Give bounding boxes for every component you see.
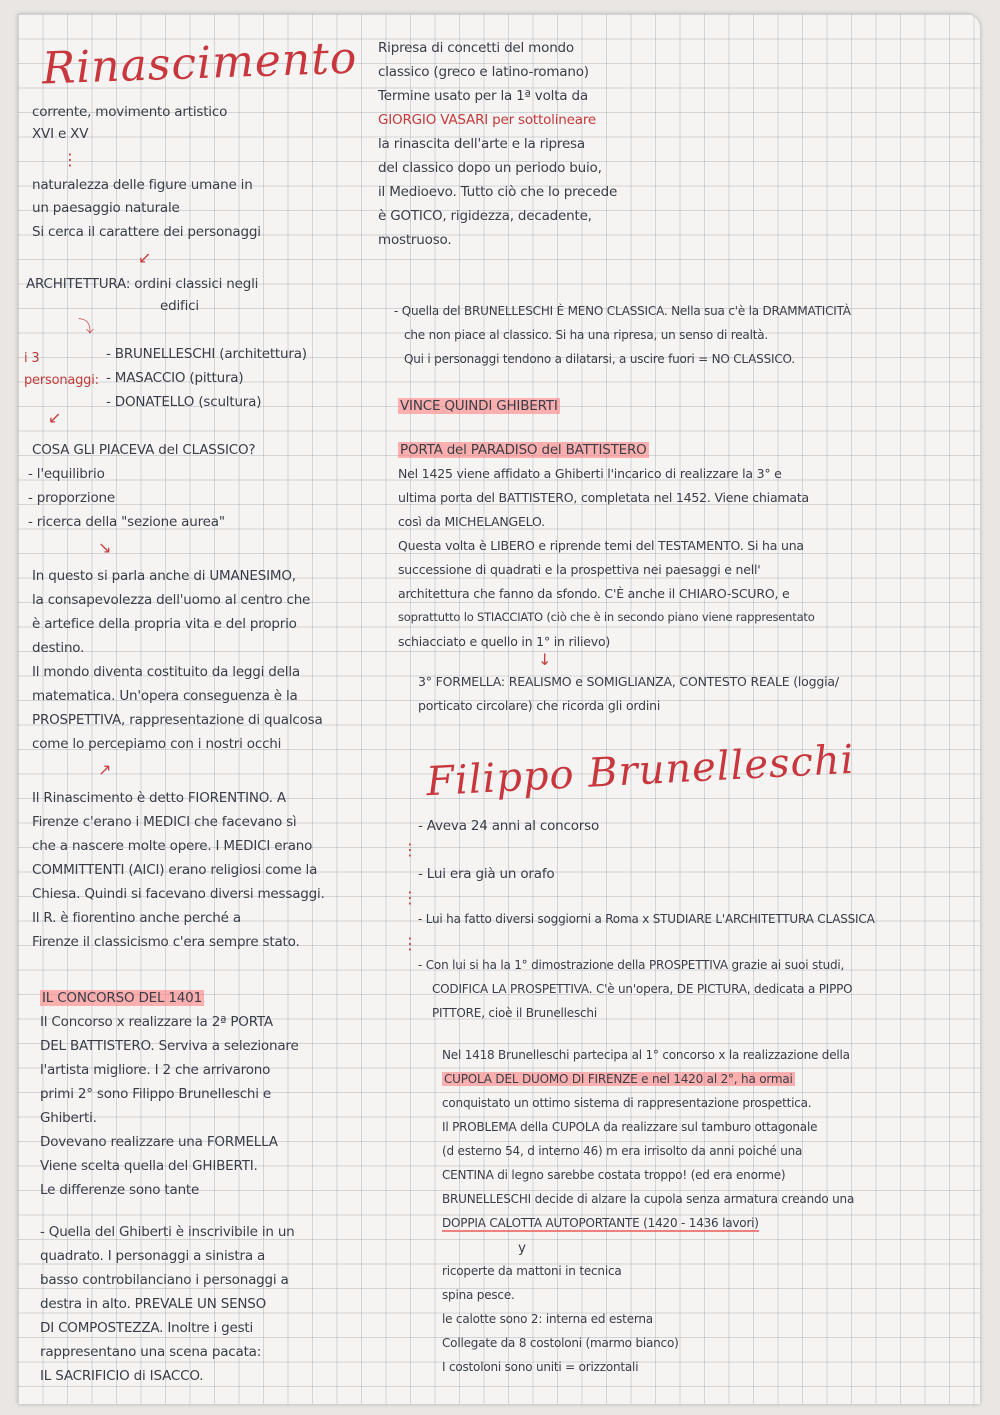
porta-line: Nel 1425 viene affidato a Ghiberti l'incarico di realizzare la 3° e bbox=[398, 466, 782, 481]
artist-donatello: - DONATELLO (scultura) bbox=[106, 394, 262, 410]
concorso-line: - Quella del Ghiberti è inscrivibile in un bbox=[40, 1224, 295, 1240]
people-label: i 3 personaggi: bbox=[24, 351, 99, 388]
cupola-line: spina pesce. bbox=[442, 1288, 515, 1302]
left-line: destino. bbox=[32, 640, 85, 656]
left-line: Il R. è fiorentino anche perché a bbox=[32, 910, 241, 926]
arrow-icon: ⋮ bbox=[402, 840, 418, 859]
left-line: Si cerca il carattere dei personaggi bbox=[32, 224, 261, 240]
doppia-calotta: DOPPIA CALOTTA AUTOPORTANTE (1420 - 1436 lavori) bbox=[442, 1216, 759, 1230]
porta-line: 3° FORMELLA: REALISMO e SOMIGLIANZA, CONTESTO REALE (loggia/ bbox=[418, 674, 839, 689]
left-line: matematica. Un'opera conseguenza è la bbox=[32, 688, 298, 704]
arrow-icon: ⤵ bbox=[78, 317, 95, 336]
notebook-page bbox=[18, 14, 980, 1404]
cupola-line: CENTINA di legno sarebbe costata troppo! (ed era enorme) bbox=[442, 1168, 786, 1182]
porta-line: ultima porta del BATTISTERO, completata nel 1452. Viene chiamata bbox=[398, 490, 809, 505]
left-line: In questo si parla anche di UMANESIMO, bbox=[32, 568, 296, 584]
left-line: ARCHITETTURA: ordini classici negli bbox=[26, 276, 259, 292]
cupola-highlight: CUPOLA DEL DUOMO DI FIRENZE e nel 1420 al 2°, ha ormai bbox=[444, 1072, 793, 1086]
left-line: COMMITTENTI (AICI) erano religiosi come la bbox=[32, 862, 318, 878]
concorso-line: rappresentano una scena pacata: bbox=[40, 1344, 262, 1360]
porta-heading: PORTA del PARADISO del BATTISTERO bbox=[400, 442, 647, 458]
concorso-line: Le differenze sono tante bbox=[40, 1182, 200, 1198]
cupola-line: I costoloni sono uniti = orizzontali bbox=[442, 1360, 639, 1374]
brunelleschi-point: - Con lui si ha la 1° dimostrazione della PROSPETTIVA grazie ai suoi studi, bbox=[418, 958, 845, 972]
concorso-line: Il Concorso x realizzare la 2ª PORTA bbox=[40, 1014, 273, 1030]
right-top-line: GIORGIO VASARI per sottolineare bbox=[378, 112, 596, 128]
brunelleschi-point: - Aveva 24 anni al concorso bbox=[418, 818, 600, 834]
brunelleschi-point: CODIFICA LA PROSPETTIVA. C'è un'opera, DE PICTURA, dedicata a PIPPO bbox=[432, 982, 853, 996]
right-mid-line: Qui i personaggi tendono a dilatarsi, a uscire fuori = NO CLASSICO. bbox=[404, 352, 795, 366]
cupola-line: conquistato un ottimo sistema di rappresentazione prospettica. bbox=[442, 1096, 812, 1110]
concorso-line: destra in alto. PREVALE UN SENSO bbox=[40, 1296, 267, 1312]
left-line: - l'equilibrio bbox=[28, 466, 105, 482]
arrow-icon: ⋮ bbox=[402, 934, 418, 953]
cupola-line: ricoperte da mattoni in tecnica bbox=[442, 1264, 622, 1278]
porta-line: schiacciato e quello in 1° in rilievo) bbox=[398, 634, 611, 649]
cupola-line: Il PROBLEMA della CUPOLA da realizzare sul tamburo ottagonale bbox=[442, 1120, 818, 1134]
left-line: che a nascere molte opere. I MEDICI erano bbox=[32, 838, 313, 854]
arrow-icon: ↙ bbox=[138, 248, 152, 267]
cupola-line: y bbox=[518, 1240, 526, 1256]
left-line: è artefice della propria vita e del proprio bbox=[32, 616, 297, 632]
brunelleschi-point: PITTORE, cioè il Brunelleschi bbox=[432, 1006, 597, 1020]
right-top-line: il Medioevo. Tutto ciò che lo precede bbox=[378, 184, 618, 200]
concorso-line: basso controbilanciano i personaggi a bbox=[40, 1272, 289, 1288]
concorso-line: Dovevano realizzare una FORMELLA bbox=[40, 1134, 278, 1150]
left-line: COSA GLI PIACEVA del CLASSICO? bbox=[32, 442, 256, 458]
right-top-line: classico (greco e latino-romano) bbox=[378, 64, 589, 80]
concorso-line: DI COMPOSTEZZA. Inoltre i gesti bbox=[40, 1320, 254, 1336]
cupola-line: Collegate da 8 costoloni (marmo bianco) bbox=[442, 1336, 679, 1350]
cupola-line: Nel 1418 Brunelleschi partecipa al 1° concorso x la realizzazione della bbox=[442, 1048, 850, 1062]
porta-line: porticato circolare) che ricorda gli ordini bbox=[418, 698, 661, 713]
right-top-line: è GOTICO, rigidezza, decadente, bbox=[378, 208, 592, 224]
right-top-line: Termine usato per la 1ª volta da bbox=[378, 88, 588, 104]
concorso-heading: IL CONCORSO DEL 1401 bbox=[42, 990, 202, 1006]
arrow-icon: ↗ bbox=[98, 760, 112, 779]
arrow-icon: ⋮ bbox=[402, 888, 418, 907]
left-line: Chiesa. Quindi si facevano diversi messaggi. bbox=[32, 886, 325, 902]
vince-ghiberti: VINCE QUINDI GHIBERTI bbox=[400, 398, 558, 414]
concorso-line: primi 2° sono Filippo Brunelleschi e bbox=[40, 1086, 272, 1102]
right-top-line: del classico dopo un periodo buio, bbox=[378, 160, 602, 176]
concorso-line: l'artista migliore. I 2 che arrivarono bbox=[40, 1062, 271, 1078]
right-top-line: mostruoso. bbox=[378, 232, 452, 248]
brunelleschi-point: - Lui ha fatto diversi soggiorni a Roma x STUDIARE L'ARCHITETTURA CLASSICA bbox=[418, 912, 875, 926]
left-line: Firenze c'erano i MEDICI che facevano sì bbox=[32, 814, 297, 830]
arrow-icon: ↘ bbox=[98, 538, 112, 557]
title-rinascimento: Rinascimento bbox=[41, 32, 359, 95]
left-line: - ricerca della "sezione aurea" bbox=[28, 514, 225, 530]
cupola-line: le calotte sono 2: interna ed esterna bbox=[442, 1312, 653, 1326]
concorso-line: quadrato. I personaggi a sinistra a bbox=[40, 1248, 266, 1264]
concorso-line: Ghiberti. bbox=[40, 1110, 97, 1126]
left-line: edifici bbox=[160, 298, 199, 314]
porta-line: così da MICHELANGELO. bbox=[398, 514, 545, 529]
left-line: naturalezza delle figure umane in bbox=[32, 177, 253, 193]
left-line: Il mondo diventa costituito da leggi della bbox=[32, 664, 300, 680]
porta-line: Questa volta è LIBERO e riprende temi del TESTAMENTO. Si ha una bbox=[398, 538, 804, 553]
cupola-line: (d esterno 54, d interno 46) m era irrisolto da anni poiché una bbox=[442, 1144, 803, 1158]
left-line: Firenze il classicismo c'era sempre stato. bbox=[32, 934, 300, 950]
arrow-icon: ↓ bbox=[538, 650, 552, 669]
concorso-line: IL SACRIFICIO di ISACCO. bbox=[40, 1368, 204, 1384]
left-line: - proporzione bbox=[28, 490, 115, 506]
arrow-icon: ⋮ bbox=[62, 150, 78, 169]
artist-brunelleschi: - BRUNELLESCHI (architettura) bbox=[106, 346, 307, 362]
concorso-line: Viene scelta quella del GHIBERTI. bbox=[40, 1158, 258, 1174]
right-top-line: la rinascita dell'arte e la ripresa bbox=[378, 136, 585, 152]
left-line: PROSPETTIVA, rappresentazione di qualcosa bbox=[32, 712, 323, 728]
right-mid-line: - Quella del BRUNELLESCHI È MENO CLASSICA. Nella sua c'è la DRAMMATICITÀ bbox=[394, 304, 851, 318]
porta-line: soprattutto lo STIACCIATO (ciò che è in secondo piano viene rappresentato bbox=[398, 610, 815, 624]
left-line: corrente, movimento artistico bbox=[32, 104, 228, 120]
artist-masaccio: - MASACCIO (pittura) bbox=[106, 370, 244, 386]
left-line: come lo percepiamo con i nostri occhi bbox=[32, 736, 282, 752]
concorso-line: DEL BATTISTERO. Serviva a selezionare bbox=[40, 1038, 299, 1054]
left-line: un paesaggio naturale bbox=[32, 200, 180, 216]
right-mid-line: che non piace al classico. Si ha una ripresa, un senso di realtà. bbox=[404, 328, 768, 342]
left-line: Il Rinascimento è detto FIORENTINO. A bbox=[32, 790, 286, 806]
porta-line: successione di quadrati e la prospettiva nei paesaggi e nell' bbox=[398, 562, 761, 577]
left-line: XVI e XV bbox=[32, 126, 89, 142]
cupola-line: BRUNELLESCHI decide di alzare la cupola senza armatura creando una bbox=[442, 1192, 855, 1206]
arrow-icon: ↙ bbox=[48, 408, 62, 427]
porta-line: architettura che fanno da sfondo. C'È anche il CHIARO-SCURO, e bbox=[398, 586, 790, 601]
right-top-line: Ripresa di concetti del mondo bbox=[378, 40, 574, 56]
brunelleschi-point: - Lui era già un orafo bbox=[418, 866, 555, 882]
title-brunelleschi: Filippo Brunelleschi bbox=[425, 736, 856, 806]
left-line: la consapevolezza dell'uomo al centro che bbox=[32, 592, 311, 608]
